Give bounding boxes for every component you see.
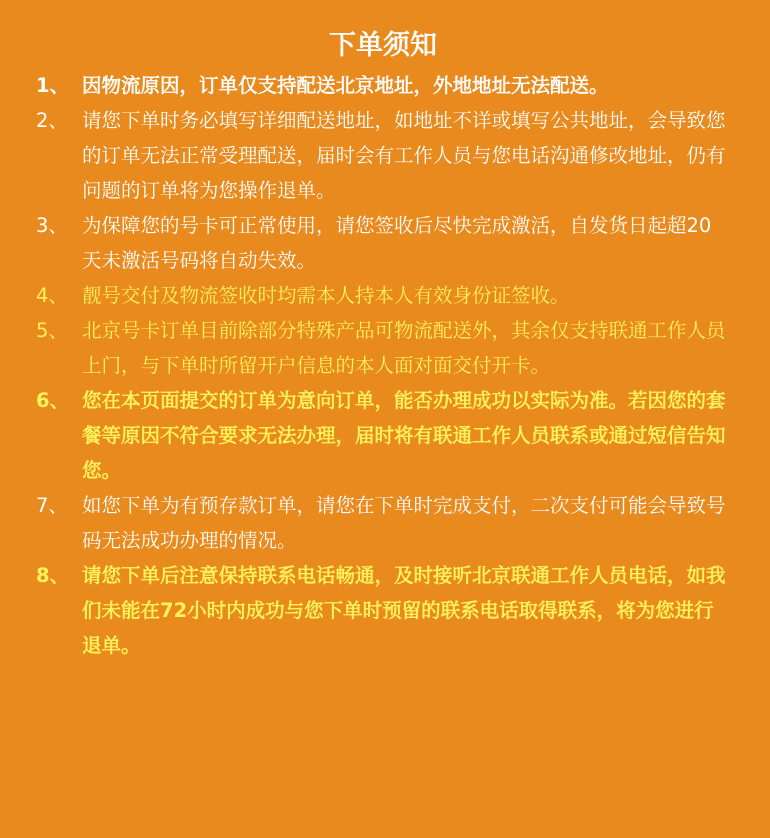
item-text: 请您下单时务必填写详细配送地址，如地址不详或填写公共地址，会导致您的订单无法正常受理配送，届时会有工作人员与您电话沟通修改地址，仍有问题的订单将为您操作退单。 <box>82 109 726 202</box>
item-text: 请您下单后注意保持联系电话畅通，及时接听北京联通工作人员电话，如我们未能在72小时内成功与您下单时预留的联系电话取得联系，将为您进行退单。 <box>82 564 726 657</box>
notice-item-7 <box>36 488 730 558</box>
item-text: 如您下单为有预存款订单，请您在下单时完成支付，二次支付可能会导致号码无法成功办理的情况。 <box>82 494 726 552</box>
item-number: 4、 <box>36 284 68 307</box>
item-text: 为保障您的号卡可正常使用，请您签收后尽快完成激活，自发货日起超20天未激活号码将自动失效。 <box>82 214 712 272</box>
notice-item-6 <box>36 383 730 488</box>
item-text: 北京号卡订单目前除部分特殊产品可物流配送外，其余仅支持联通工作人员上门，与下单时所留开户信息的本人面对面交付开卡。 <box>82 319 726 377</box>
item-number: 1、 <box>36 74 70 97</box>
notice-item-1 <box>36 68 730 103</box>
item-text: 靓号交付及物流签收时均需本人持本人有效身份证签收。 <box>82 284 570 307</box>
item-number: 7、 <box>36 494 68 517</box>
item-number: 3、 <box>36 214 68 237</box>
item-number: 2、 <box>36 109 68 132</box>
item-text: 您在本页面提交的订单为意向订单，能否办理成功以实际为准。若因您的套餐等原因不符合要求无法办理，届时将有联通工作人员联系或通过短信告知您。 <box>82 389 726 482</box>
notice-item-2 <box>36 103 730 208</box>
notice-title: 下单须知 <box>329 30 437 61</box>
item-number: 8、 <box>36 564 70 587</box>
notice-item-3 <box>36 208 730 278</box>
notice-item-5 <box>36 313 730 383</box>
item-text: 因物流原因，订单仅支持配送北京地址，外地地址无法配送。 <box>82 74 609 97</box>
notice-item-4 <box>36 278 730 313</box>
notice-item-8 <box>36 558 730 663</box>
item-number: 5、 <box>36 319 68 342</box>
item-number: 6、 <box>36 389 70 412</box>
